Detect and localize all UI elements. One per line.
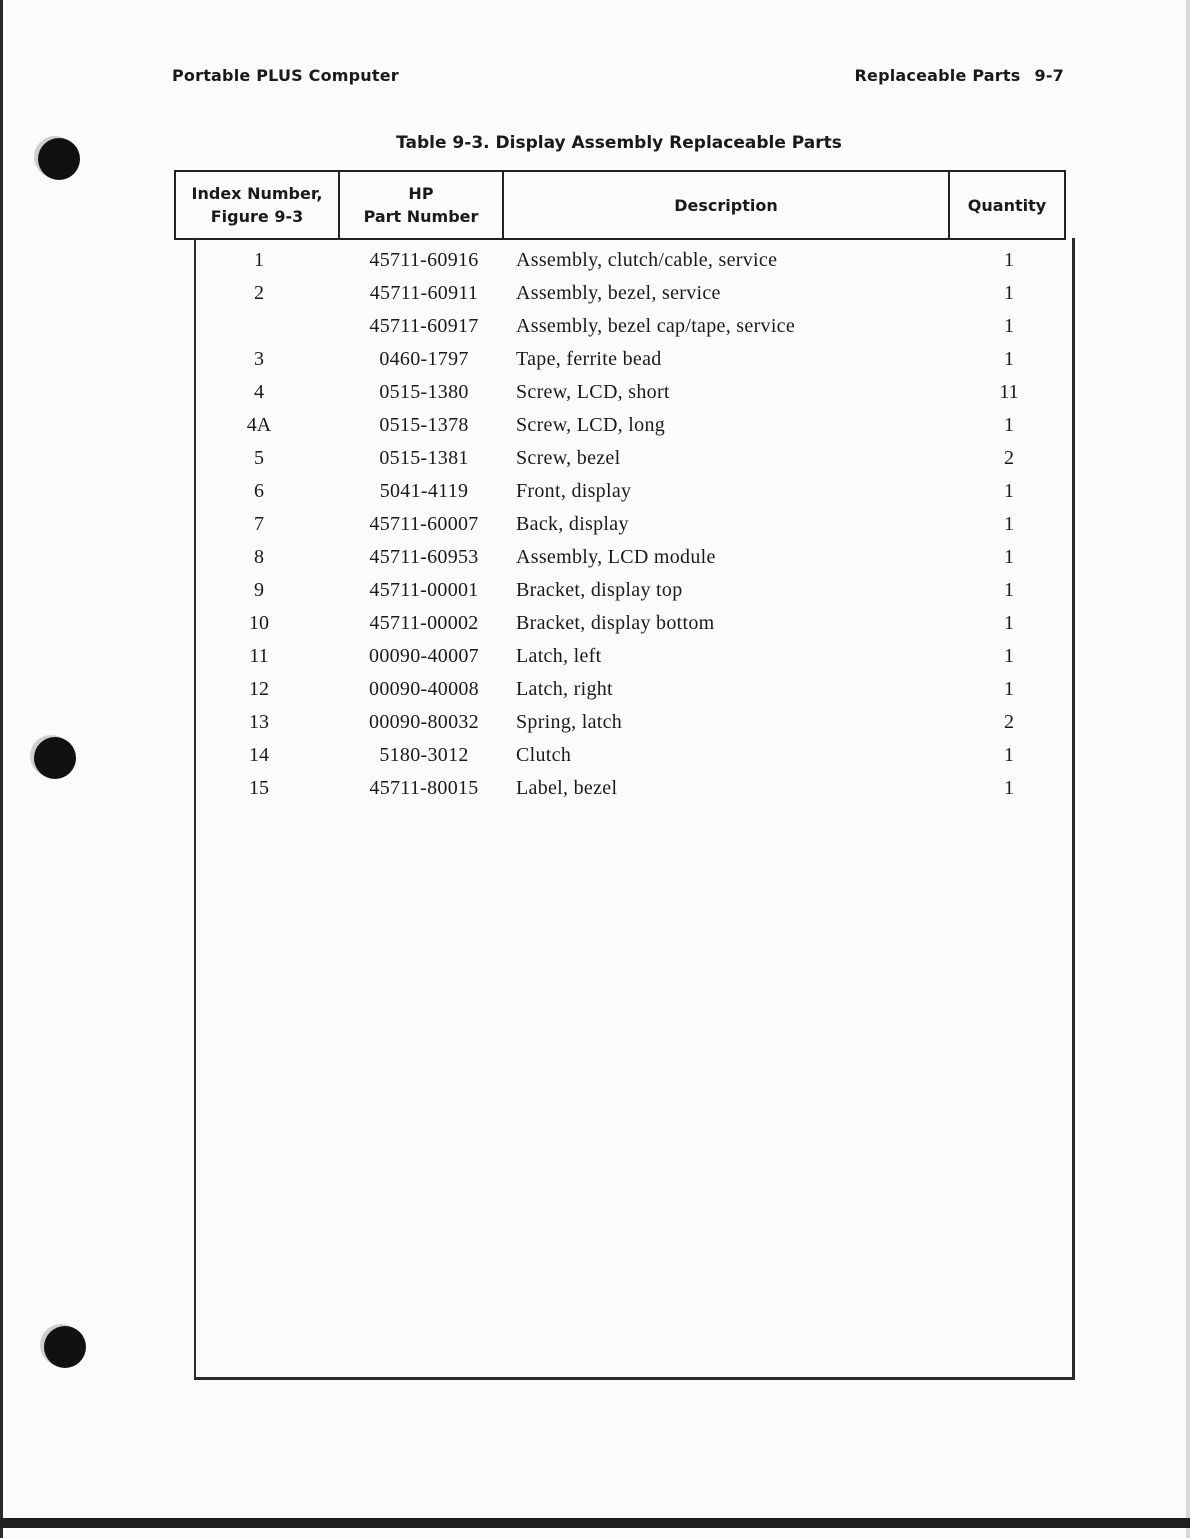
header-part-number — [340, 172, 504, 238]
row-description: Tape, ferrite bead — [516, 348, 662, 370]
table-row — [174, 772, 1074, 805]
row-part-number: 5180-3012 — [379, 744, 469, 766]
binder-hole-bottom — [44, 1326, 86, 1368]
row-description: Latch, right — [516, 678, 613, 700]
row-quantity: 1 — [1004, 744, 1014, 766]
row-index: 11 — [249, 645, 269, 667]
table-row — [174, 409, 1074, 442]
row-part-number: 45711-80015 — [369, 777, 479, 799]
row-description: Assembly, bezel, service — [516, 282, 721, 304]
row-part-number: 45711-60953 — [369, 546, 479, 568]
table-row — [174, 343, 1074, 376]
row-description: Back, display — [516, 513, 629, 535]
page-edge-bottom — [0, 1518, 1190, 1528]
row-part-number: 45711-60911 — [369, 282, 479, 304]
row-quantity: 1 — [1004, 513, 1014, 535]
row-index: 12 — [249, 678, 269, 700]
row-quantity: 1 — [1004, 348, 1014, 370]
row-description: Label, bezel — [516, 777, 618, 799]
table-row — [174, 574, 1074, 607]
table-row — [174, 508, 1074, 541]
page-edge-right — [1186, 0, 1190, 1538]
row-index: 1 — [254, 249, 264, 271]
row-description: Latch, left — [516, 645, 602, 667]
table-row — [174, 541, 1074, 574]
row-quantity: 2 — [1004, 447, 1014, 469]
row-part-number: 0515-1378 — [379, 414, 469, 436]
row-quantity: 1 — [1004, 282, 1014, 304]
row-quantity: 1 — [1004, 414, 1014, 436]
header-description: Description — [504, 172, 950, 238]
table-row — [174, 640, 1074, 673]
row-description: Clutch — [516, 744, 572, 766]
row-quantity: 1 — [1004, 249, 1014, 271]
row-part-number: 45711-00001 — [369, 579, 479, 601]
row-index: 8 — [254, 546, 264, 568]
table-row — [174, 376, 1074, 409]
row-part-number: 5041-4119 — [379, 480, 469, 502]
row-quantity: 1 — [1004, 480, 1014, 502]
table-row — [174, 739, 1074, 772]
row-part-number: 45711-60007 — [369, 513, 479, 535]
row-index: 2 — [254, 282, 264, 304]
header-index-line2: Figure 9-3 — [210, 207, 304, 226]
running-head-left: Portable PLUS Computer — [172, 66, 399, 85]
row-index: 15 — [249, 777, 269, 799]
row-quantity: 1 — [1004, 315, 1014, 337]
row-part-number: 45711-60916 — [369, 249, 479, 271]
row-part-number: 00090-80032 — [369, 711, 479, 733]
row-quantity: 11 — [999, 381, 1019, 403]
binder-hole-middle — [34, 737, 76, 779]
parts-table — [174, 170, 1064, 1380]
row-description: Screw, bezel — [516, 447, 621, 469]
row-part-number: 0515-1381 — [379, 447, 469, 469]
row-index: 5 — [254, 447, 264, 469]
row-index: 4A — [246, 414, 272, 436]
running-head-right — [855, 66, 1064, 85]
header-part-line2: Part Number — [363, 207, 479, 226]
row-index: 7 — [254, 513, 264, 535]
row-part-number: 00090-40008 — [369, 678, 479, 700]
table-row — [174, 706, 1074, 739]
row-description: Assembly, LCD module — [516, 546, 716, 568]
table-border-bottom — [194, 1377, 1075, 1380]
table-row — [174, 310, 1074, 343]
row-part-number: 00090-40007 — [369, 645, 479, 667]
row-description: Bracket, display bottom — [516, 612, 715, 634]
row-description: Spring, latch — [516, 711, 623, 733]
header-quantity: Quantity — [967, 195, 1047, 215]
row-part-number: 0515-1380 — [379, 381, 469, 403]
table-row — [174, 442, 1074, 475]
page-edge-left — [0, 0, 3, 1538]
running-head-section: Replaceable Parts — [854, 66, 1021, 85]
row-description: Bracket, display top — [516, 579, 683, 601]
header-index-number — [176, 172, 340, 238]
row-description: Assembly, clutch/cable, service — [516, 249, 778, 271]
row-index: 3 — [254, 348, 264, 370]
row-index: 4 — [254, 381, 264, 403]
header-part-line1: HP — [408, 184, 434, 203]
row-quantity: 1 — [1004, 579, 1014, 601]
row-part-number: 45711-60917 — [369, 315, 479, 337]
row-description: Screw, LCD, long — [516, 414, 666, 436]
row-quantity: 1 — [1004, 645, 1014, 667]
row-quantity: 1 — [1004, 612, 1014, 634]
row-quantity: 1 — [1004, 678, 1014, 700]
header-index-line1: Index Number, — [191, 184, 323, 203]
row-description: Screw, LCD, short — [516, 381, 670, 403]
table-header — [174, 170, 1066, 240]
table-body — [174, 244, 1074, 805]
row-index: 6 — [254, 480, 264, 502]
row-index: 13 — [249, 711, 269, 733]
table-row — [174, 673, 1074, 706]
table-row — [174, 607, 1074, 640]
table-row — [174, 277, 1074, 310]
row-index: 14 — [249, 744, 269, 766]
row-index: 10 — [249, 612, 269, 634]
row-description: Assembly, bezel cap/tape, service — [516, 315, 796, 337]
table-title: Table 9-3. Display Assembly Replaceable Parts — [396, 133, 842, 153]
row-quantity: 2 — [1004, 711, 1014, 733]
row-part-number: 45711-00002 — [369, 612, 479, 634]
row-quantity: 1 — [1004, 546, 1014, 568]
page-number: 9-7 — [1034, 66, 1064, 85]
table-row — [174, 244, 1074, 277]
table-row — [174, 475, 1074, 508]
row-description: Front, display — [516, 480, 632, 502]
row-part-number: 0460-1797 — [379, 348, 469, 370]
row-quantity: 1 — [1004, 777, 1014, 799]
row-index: 9 — [254, 579, 264, 601]
